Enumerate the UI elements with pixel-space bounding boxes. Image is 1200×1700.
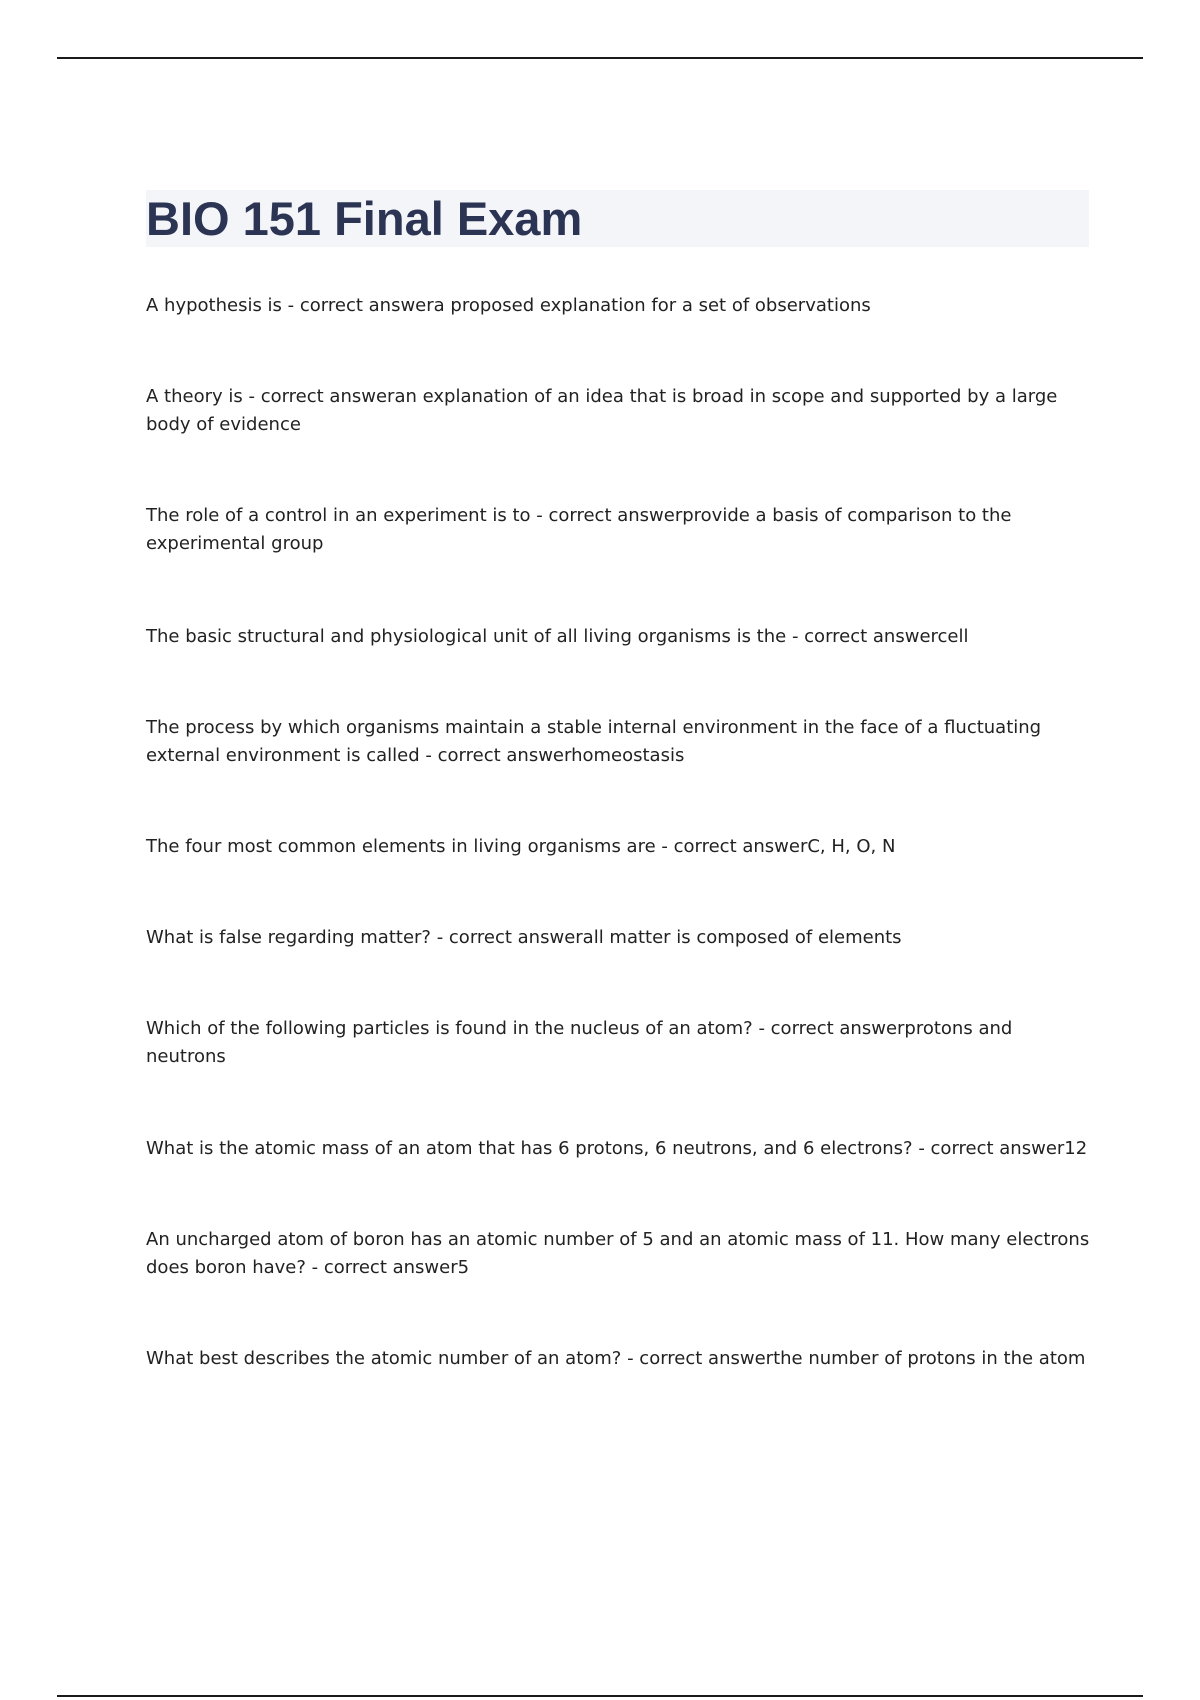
qa-item <box>146 1135 1090 1163</box>
qa-item <box>146 1345 1090 1373</box>
answer-text: all matter is composed of elements <box>582 927 902 948</box>
question-text: An uncharged atom of boron has an atomic number of 5 and an atomic mass of 11. How many electrons does boron have? <box>146 1229 1090 1278</box>
answer-marker: - correct answer <box>786 626 938 647</box>
answer-text: protons and neutrons <box>146 1018 1013 1067</box>
qa-item <box>146 924 1090 952</box>
question-text: What is false regarding matter? <box>146 927 431 948</box>
answer-text: 12 <box>1064 1138 1088 1159</box>
answer-marker: - correct answer <box>912 1138 1065 1159</box>
answer-marker: - correct answer <box>419 745 572 766</box>
qa-item <box>146 383 1090 439</box>
answer-marker: - correct answer <box>530 505 683 526</box>
question-text: A hypothesis is <box>146 295 282 316</box>
answer-marker: - correct answer <box>430 927 583 948</box>
answer-marker: - correct answer <box>281 295 434 316</box>
qa-item <box>146 1226 1090 1282</box>
answer-text: the number of protons in the atom <box>773 1348 1086 1369</box>
qa-item <box>146 714 1090 770</box>
footer-rule <box>57 1695 1143 1697</box>
question-text: The role of a control in an experiment is to <box>146 505 531 526</box>
page-title: BIO 151 Final Exam <box>146 192 583 245</box>
answer-marker: - correct answer <box>305 1257 458 1278</box>
answer-text: 5 <box>457 1257 470 1278</box>
answer-marker: - correct answer <box>752 1018 905 1039</box>
answer-text: homeostasis <box>571 745 685 766</box>
answer-text: a proposed explanation for a set of observations <box>433 295 871 316</box>
answer-marker: - correct answer <box>621 1348 774 1369</box>
answer-marker: - correct answer <box>242 386 395 407</box>
question-text: The basic structural and physiological unit of all living organisms is the <box>146 626 787 647</box>
answer-text: cell <box>937 626 969 647</box>
question-text: Which of the following particles is found in the nucleus of an atom? <box>146 1018 753 1039</box>
qa-item <box>146 292 1090 320</box>
qa-item <box>146 1015 1090 1071</box>
answer-text: provide a basis of comparison to the experimental group <box>146 505 1012 554</box>
answer-text: C, H, O, N <box>807 836 896 857</box>
question-text: A theory is <box>146 386 243 407</box>
qa-item <box>146 833 1090 861</box>
qa-item <box>146 502 1090 558</box>
question-text: The four most common elements in living organisms are <box>146 836 656 857</box>
header-rule <box>57 57 1143 59</box>
question-text: The process by which organisms maintain a stable internal environment in the face of a fluctuating external environment is called <box>146 717 1042 766</box>
answer-text: an explanation of an idea that is broad in scope and supported by a large body of evidence <box>146 386 1058 435</box>
answer-marker: - correct answer <box>655 836 808 857</box>
qa-item <box>146 623 1090 651</box>
question-text: What is the atomic mass of an atom that has 6 protons, 6 neutrons, and 6 electrons? <box>146 1138 913 1159</box>
question-text: What best describes the atomic number of an atom? <box>146 1348 622 1369</box>
